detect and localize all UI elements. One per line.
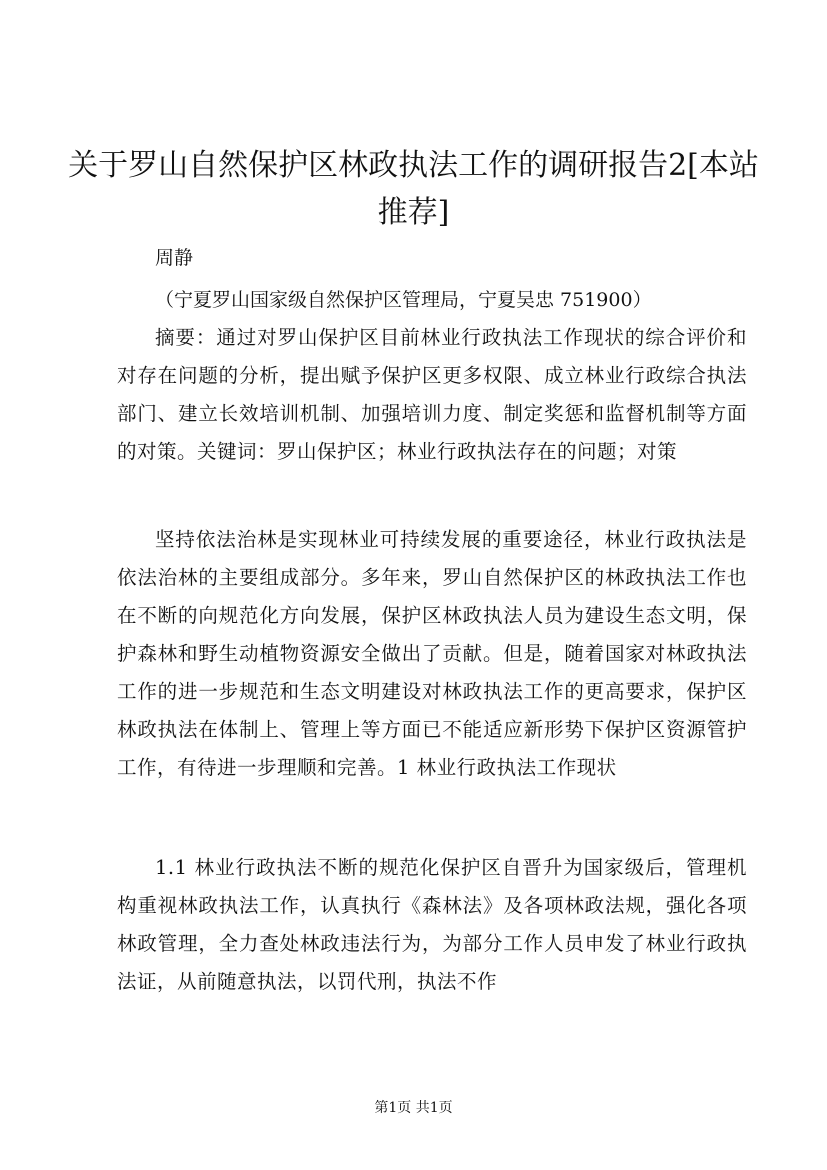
author-name: 周静	[155, 247, 194, 269]
body-paragraph: 坚持依法治林是实现林业可持续发展的重要途径，林业行政执法是依法治林的主要组成部分。多年来，罗山自然保护区的林政执法工作也在不断的向规范化方向发展，保护区林政执法人员为建设生态文明，保护森林和野生动植物资源安全做出了贡献。但是，随着国家对林政执法工作的进一步规范和生态文明建设对林政执法工作的更高要求，保护区林政执法在体制上、管理上等方面已不能适应新形势下保护区资源管护工作，有待进一步理顺和完善。1 林业行政执法工作现状	[117, 528, 747, 779]
body-paragraph: 1.1 林业行政执法不断的规范化保护区自晋升为国家级后，管理机构重视林政执法工作，认真执行《森林法》及各项林政法规，强化各项林政管理，全力查处林政违法行为，为部分工作人员申发了林业行政执法证，从前随意执法，以罚代刑，执法不作	[117, 856, 747, 993]
page-footer: 第1页 共1页	[374, 1100, 453, 1116]
author-affiliation: （宁夏罗山国家级自然保护区管理局，宁夏吴忠 751900）	[155, 289, 652, 311]
abstract-paragraph: 摘要：通过对罗山保护区目前林业行政执法工作现状的综合评价和对存在问题的分析，提出赋予保护区更多权限、成立林业行政综合执法部门、建立长效培训机制、加强培训力度、制定奖惩和监督机制等方面的对策。关键词：罗山保护区；林业行政执法存在的问题；对策	[117, 326, 747, 463]
document-title: 关于罗山自然保护区林政执法工作的调研报告2[本站推荐]	[68, 148, 759, 230]
